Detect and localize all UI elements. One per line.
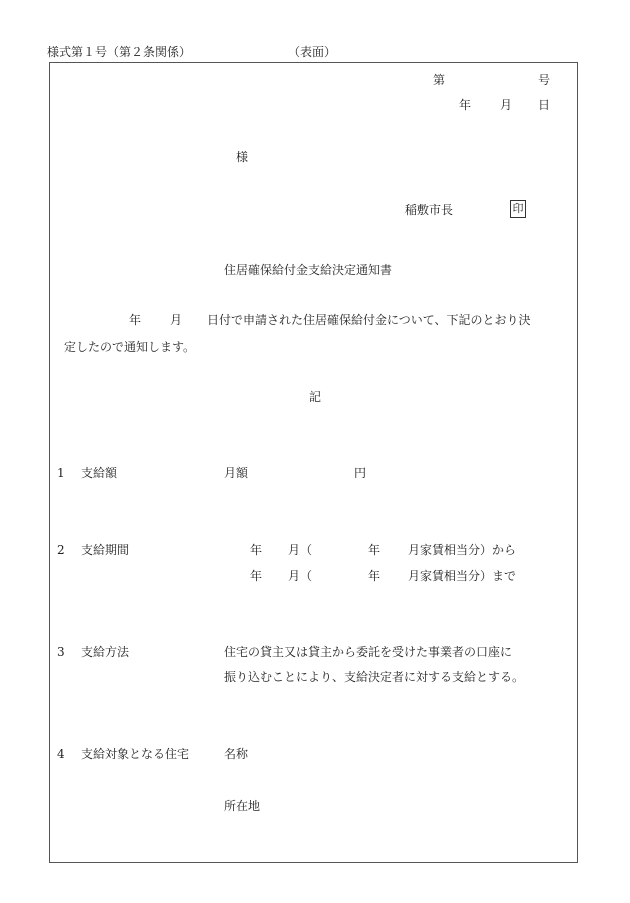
item-label: 支給対象となる住宅 [81, 747, 190, 761]
housing-name-label: 名称 [224, 747, 249, 761]
side-label: （表面） [288, 45, 337, 59]
seal-stamp: 印 [510, 200, 526, 218]
intro-month: 月 [170, 313, 183, 327]
item-label: 支給方法 [81, 645, 130, 659]
intro-line2: 定したので通知します。 [64, 340, 196, 354]
ki-heading: 記 [309, 390, 322, 404]
date-month: 月 [500, 98, 513, 112]
item-label: 支給期間 [81, 543, 130, 557]
yen-label: 円 [354, 466, 367, 480]
intro-year: 年 [129, 313, 142, 327]
housing-address-label: 所在地 [224, 799, 261, 813]
form-frame [49, 62, 578, 863]
item-label: 支給額 [81, 466, 118, 480]
date-day: 日 [538, 98, 551, 112]
item-number: 1 [57, 466, 65, 480]
intro-line1: 日付で申請された住居確保給付金について、下記のとおり決 [207, 313, 531, 327]
period-to-rest: 月家賃相当分）まで [408, 569, 517, 583]
period-from-month: 月（ [288, 543, 313, 557]
payment-method-line2: 振り込むことにより、支給決定者に対する支給とする。 [224, 670, 525, 684]
document-title: 住居確保給付金支給決定通知書 [224, 263, 393, 277]
period-from-year2: 年 [368, 543, 381, 557]
period-from-rest: 月家賃相当分）から [408, 543, 517, 557]
doc-number-prefix: 第 [433, 73, 446, 87]
item-number: 4 [57, 747, 65, 761]
date-year: 年 [459, 98, 472, 112]
monthly-label: 月額 [224, 466, 249, 480]
issuer-title: 稲敷市長 [405, 203, 454, 217]
item-number: 3 [57, 645, 65, 659]
item-number: 2 [57, 543, 65, 557]
period-to-year: 年 [250, 569, 263, 583]
recipient-honorific: 様 [236, 150, 249, 164]
period-to-month: 月（ [288, 569, 313, 583]
form-number-label: 様式第１号（第２条関係） [47, 45, 192, 59]
doc-number-suffix: 号 [538, 73, 551, 87]
period-from-year: 年 [250, 543, 263, 557]
period-to-year2: 年 [368, 569, 381, 583]
payment-method-line1: 住宅の貸主又は貸主から委託を受けた事業者の口座に [224, 645, 513, 659]
